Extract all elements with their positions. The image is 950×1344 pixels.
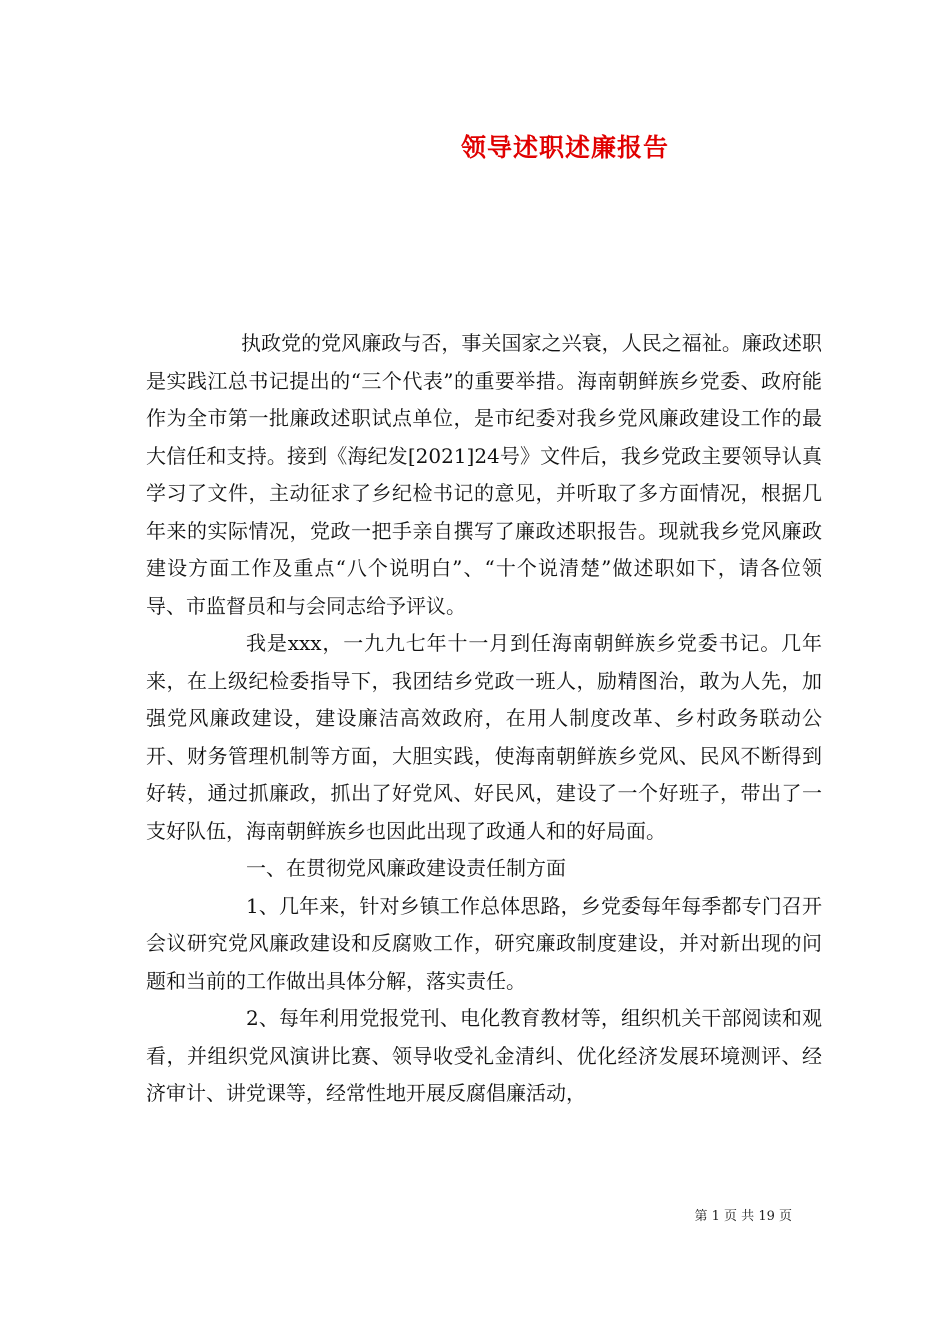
- paragraph-intro: 执政党的党风廉政与否，事关国家之兴衰，人民之福祉。廉政述职是实践江总书记提出的“三个代表”的重要举措。海南朝鲜族乡党委、政府能作为全市第一批廉政述职试点单位，是市纪委对我乡党风廉政建设工作的最大信任和支持。接到《海纪发[2021]24号》文件后，我乡党政主要领导认真学习了文件，主动征求了乡纪检书记的意见，并听取了多方面情况，根据几年来的实际情况，党政一把手亲自撰写了廉政述职报告。现就我乡党风廉政建设方面工作及重点“八个说明白”、“十个说清楚”做述职如下，请各位领导、市监督员和与会同志给予评议。: [146, 331, 822, 618]
- section-heading-1: 一、在贯彻党风廉政建设责任制方面: [246, 856, 566, 880]
- paragraph-self-introduction: 我是xxx，一九九七年十一月到任海南朝鲜族乡党委书记。几年来，在上级纪检委指导下，我团结乡党政一班人，励精图治，敢为人先，加强党风廉政建设，建设廉洁高效政府，在用人制度改革、乡村政务联动公开、财务管理机制等方面，大胆实践，使海南朝鲜族乡党风、民风不断得到好转，通过抓廉政，抓出了好党风、好民风，建设了一个好班子，带出了一支好队伍，海南朝鲜族乡也因此出现了政通人和的好局面。: [146, 631, 822, 843]
- document-body: [146, 325, 822, 1113]
- document-title: 领导述职述廉报告: [460, 133, 669, 162]
- paragraph-item-2: 2、每年利用党报党刊、电化教育教材等，组织机关干部阅读和观看，并组织党风演讲比赛、领导收受礼金清纠、优化经济发展环境测评、经济审计、讲党课等，经常性地开展反腐倡廉活动，: [146, 1006, 822, 1105]
- page-number-footer: 第 1 页 共 19 页: [694, 1209, 792, 1224]
- paragraph-item-1: 1、几年来，针对乡镇工作总体思路，乡党委每年每季都专门召开会议研究党风廉政建设和反腐败工作，研究廉政制度建设，并对新出现的问题和当前的工作做出具体分解，落实责任。: [146, 893, 822, 993]
